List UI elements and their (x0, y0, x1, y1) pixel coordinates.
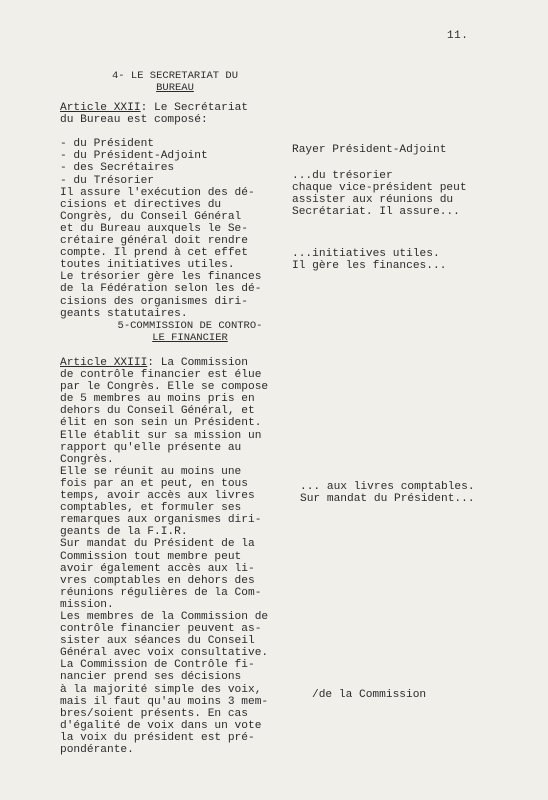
article-xxii (60, 102, 261, 320)
article-xxiii-label: Article XXIII (60, 357, 148, 369)
section4-heading-line2: BUREAU (156, 82, 194, 94)
margin-note-4: ... aux livres comptables. Sur mandat du Président... (300, 481, 475, 506)
article-xxiii-intro: : La Commission (147, 357, 248, 369)
section5-heading (100, 320, 280, 344)
margin-note-3: ...initiatives utiles. Il gère les finances... (292, 248, 447, 273)
margin-note-5: /de la Commission (312, 689, 427, 701)
section4-heading-line1: 4- LE SECRETARIAT DU (111, 70, 239, 82)
section5-heading-line1: 5-COMMISSION DE CONTRO- (117, 320, 263, 332)
article-xxii-label: Article XXII (60, 102, 141, 114)
article-xxii-body: du Bureau est composé: - du Président - du Président-Adjoint - des Secrétaires - du Trésorier Il assure l'exécution des dé- cisions et directives du Congrès, du Conseil Général et du Bureau auxquels le Se- crétaire général doit rendre compte. Il prend à cet effet toutes initiatives utiles. Le trésorier gère les finances de la Fédération selon les dé- cisions des organismes diri- geants statutaires. (60, 114, 262, 320)
article-xxiii-body: de contrôle financier est élue par le Congrès. Elle se compose de 5 membres au moins pris en dehors du Conseil Général, et élit en son sein un Président. Elle établit sur sa mission un rapport qu'elle présente au Congrès. Elle se réunit au moins une fois par an et peut, en tous temps, avoir accès aux livres comptables, et formuler ses remarques aux organismes diri- geants de la F.I.R. Sur mandat du Président de la Commission tout membre peut avoir également accès aux li- vres comptables en dehors des réunions régulières de la Com- mission. Les membres de la Commission de contrôle financier peuvent as- sister aux séances du Conseil Général avec voix consultative. La Commission de Contrôle fi- nancier prend ses décisions à la majorité simple des voix, mais il faut qu'au moins 3 mem- bres/soient présents. En cas d'égalité de voix dans un vote la voix du président est pré- pondérante. (60, 369, 269, 756)
article-xxii-intro: : Le Secrétariat (140, 102, 248, 114)
margin-note-2: ...du trésorier chaque vice-président peut assister aux réunions du Secrétariat. Il assure... (292, 170, 467, 219)
margin-note-1: Rayer Président-Adjoint (292, 144, 447, 156)
section4-heading (100, 70, 250, 94)
section5-heading-line2: LE FINANCIER (152, 332, 228, 344)
page-number: 11. (447, 30, 469, 42)
article-xxiii (60, 357, 268, 756)
